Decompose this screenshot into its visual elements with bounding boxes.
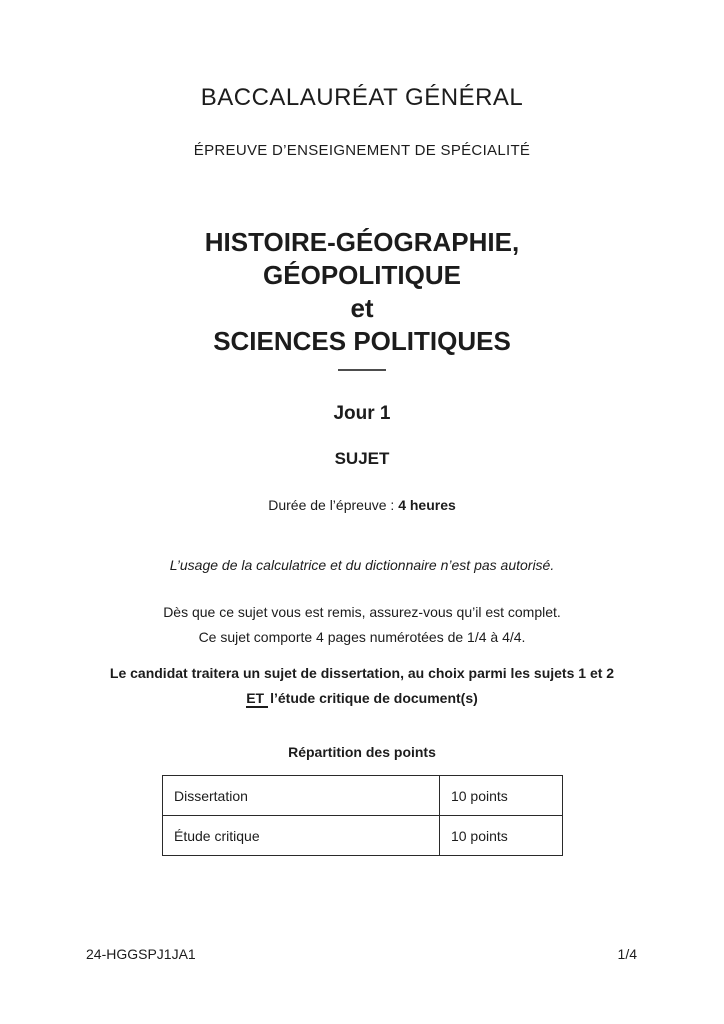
points-row-label: Étude critique [163, 816, 440, 856]
day-label: Jour 1 [333, 403, 391, 424]
candidate-instruction [0, 661, 724, 711]
points-row-value: 10 points [439, 816, 562, 856]
instruction-line-1: Le candidat traitera un sujet de dissertation, au choix parmi les sujets 1 et 2 [109, 665, 615, 681]
instruction-line-2 [0, 686, 724, 711]
duration-value: 4 heures [398, 497, 456, 513]
table-row [163, 816, 563, 856]
points-row-value: 10 points [439, 776, 562, 816]
duration-label: Durée de l’épreuve : [268, 497, 399, 513]
points-row-label: Dissertation [163, 776, 440, 816]
exam-subtitle: ÉPREUVE D’ENSEIGNEMENT DE SPÉCIALITÉ [193, 142, 531, 159]
subject-title-line-1: HISTOIRE-GÉOGRAPHIE, [204, 227, 520, 257]
completeness-notice [0, 600, 724, 650]
subject-title-line-3: et [350, 293, 374, 323]
instruction-line-2-rest: l’étude critique de document(s) [270, 690, 478, 706]
table-row [163, 776, 563, 816]
exam-title: BACCALAURÉAT GÉNÉRAL [200, 84, 524, 111]
subject-title-line-2: GÉOPOLITIQUE [263, 260, 461, 290]
points-distribution-title: Répartition des points [288, 744, 436, 760]
completeness-line-1: Dès que ce sujet vous est remis, assurez-vous qu’il est complet. [163, 604, 561, 620]
document-reference: 24-HGGSPJ1JA1 [86, 946, 196, 962]
sujet-label: SUJET [334, 449, 390, 468]
calculator-notice: L’usage de la calculatrice et du dictionnaire n’est pas autorisé. [169, 557, 555, 573]
duration-line [0, 497, 724, 513]
subject-title [0, 226, 724, 358]
instruction-et-underlined: ET [246, 690, 268, 708]
completeness-line-2: Ce sujet comporte 4 pages numérotées de 1/4 à 4/4. [198, 629, 526, 645]
page-number: 1/4 [617, 946, 637, 962]
points-distribution-table [162, 775, 563, 856]
title-divider-rule [338, 369, 386, 371]
subject-title-line-4: SCIENCES POLITIQUES [213, 326, 511, 356]
